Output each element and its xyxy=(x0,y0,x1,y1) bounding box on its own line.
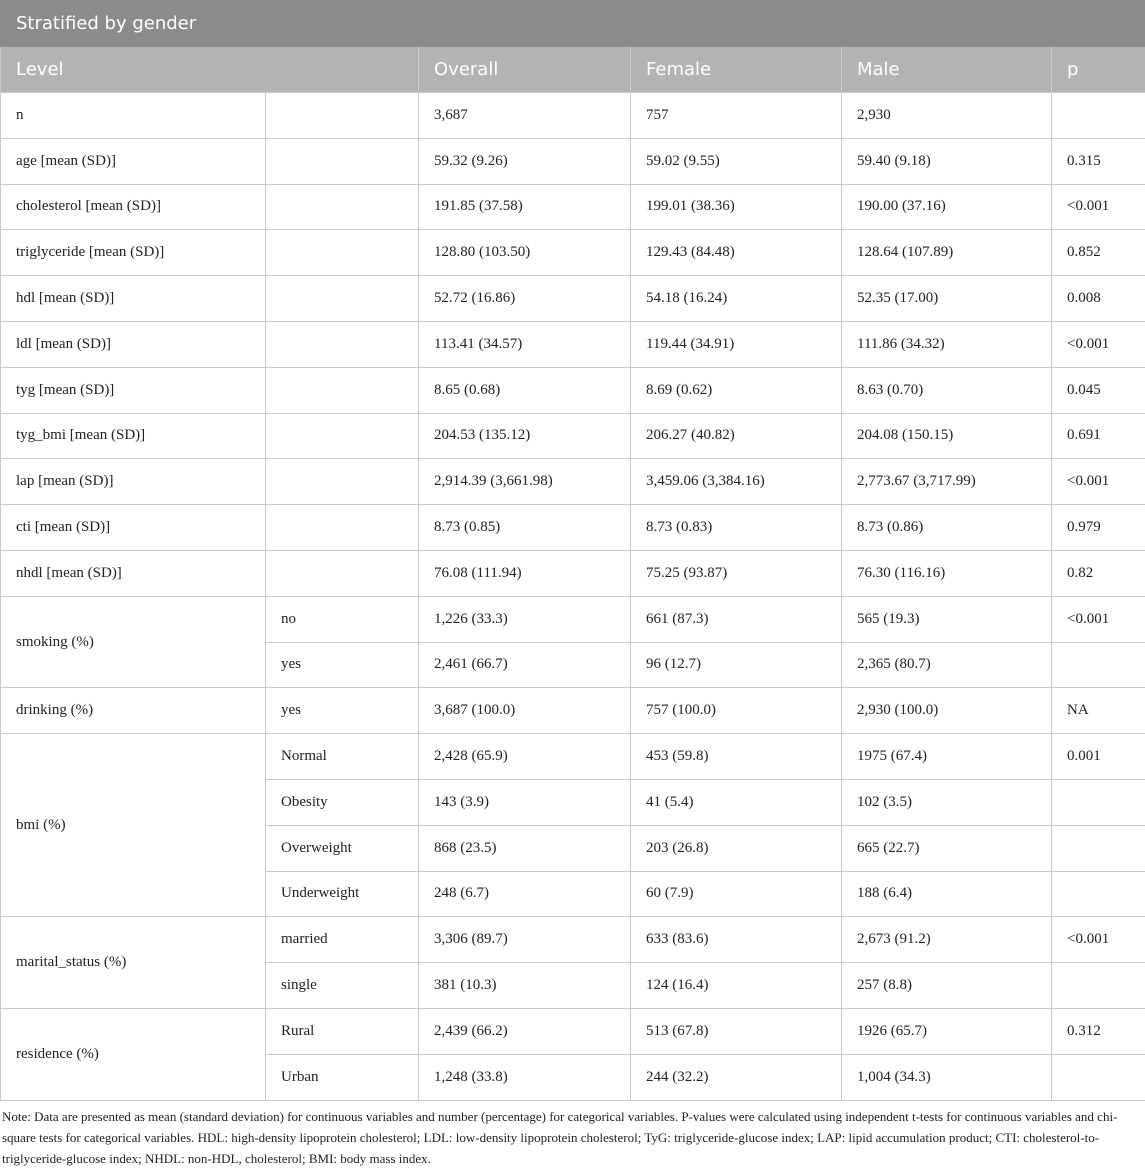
cell-overall: 3,687 xyxy=(419,93,631,139)
row-label: triglyceride [mean (SD)] xyxy=(1,230,266,276)
cell-female: 757 xyxy=(631,93,842,139)
table-row xyxy=(1,459,1145,505)
row-label: cholesterol [mean (SD)] xyxy=(1,184,266,230)
cell-p: 0.82 xyxy=(1052,550,1145,596)
cell-p: 0.312 xyxy=(1052,1008,1145,1054)
cell-female: 8.73 (0.83) xyxy=(631,505,842,551)
header-male: Male xyxy=(842,47,1052,93)
cell-female: 96 (12.7) xyxy=(631,642,842,688)
cell-female: 203 (26.8) xyxy=(631,825,842,871)
cell-level xyxy=(266,184,419,230)
cell-male: 1975 (67.4) xyxy=(842,734,1052,780)
cell-male: 111.86 (34.32) xyxy=(842,321,1052,367)
cell-male: 102 (3.5) xyxy=(842,779,1052,825)
cell-level xyxy=(266,93,419,139)
cell-level: single xyxy=(266,963,419,1009)
table-row xyxy=(1,688,1145,734)
cell-male: 2,930 xyxy=(842,93,1052,139)
cell-p: 0.045 xyxy=(1052,367,1145,413)
table-title: Stratified by gender xyxy=(1,1,1145,47)
cell-male: 52.35 (17.00) xyxy=(842,276,1052,322)
cell-level: no xyxy=(266,596,419,642)
cell-male: 8.63 (0.70) xyxy=(842,367,1052,413)
cell-male: 190.00 (37.16) xyxy=(842,184,1052,230)
table-row xyxy=(1,230,1145,276)
cell-female: 199.01 (38.36) xyxy=(631,184,842,230)
cell-male: 257 (8.8) xyxy=(842,963,1052,1009)
row-label: ldl [mean (SD)] xyxy=(1,321,266,367)
cell-p: 0.008 xyxy=(1052,276,1145,322)
row-label: hdl [mean (SD)] xyxy=(1,276,266,322)
cell-overall: 143 (3.9) xyxy=(419,779,631,825)
cell-level xyxy=(266,505,419,551)
table-header-row xyxy=(1,47,1145,93)
cell-male: 1,004 (34.3) xyxy=(842,1054,1052,1100)
table-row xyxy=(1,917,1145,963)
cell-level: Urban xyxy=(266,1054,419,1100)
table-row xyxy=(1,1008,1145,1054)
cell-male: 2,930 (100.0) xyxy=(842,688,1052,734)
cell-male: 59.40 (9.18) xyxy=(842,138,1052,184)
cell-level: Obesity xyxy=(266,779,419,825)
cell-female: 633 (83.6) xyxy=(631,917,842,963)
table-note: Note: Data are presented as mean (standard deviation) for continuous variables and number (percentage) for categorical variables. P-values were calculated using independent t-tests for continuous variables and chi-square tests for categorical variables. HDL: high-density lipoprotein cholesterol; LDL: low-density lipoprotein cholesterol; TyG: triglyceride-glucose index; LAP: lipid accumulation product; CTI: cholesterol-to-triglyceride-glucose index; NHDL: non-HDL, cholesterol; BMI: body mass index. xyxy=(0,1101,1145,1169)
row-label: bmi (%) xyxy=(1,734,266,917)
cell-male: 2,773.67 (3,717.99) xyxy=(842,459,1052,505)
cell-p xyxy=(1052,825,1145,871)
cell-female: 124 (16.4) xyxy=(631,963,842,1009)
cell-female: 129.43 (84.48) xyxy=(631,230,842,276)
cell-overall: 381 (10.3) xyxy=(419,963,631,1009)
cell-p: <0.001 xyxy=(1052,596,1145,642)
cell-level xyxy=(266,459,419,505)
cell-male: 204.08 (150.15) xyxy=(842,413,1052,459)
cell-level xyxy=(266,230,419,276)
row-label: drinking (%) xyxy=(1,688,266,734)
cell-level: Underweight xyxy=(266,871,419,917)
cell-p: <0.001 xyxy=(1052,459,1145,505)
cell-overall: 52.72 (16.86) xyxy=(419,276,631,322)
cell-overall: 59.32 (9.26) xyxy=(419,138,631,184)
cell-male: 128.64 (107.89) xyxy=(842,230,1052,276)
row-label: marital_status (%) xyxy=(1,917,266,1009)
cell-female: 41 (5.4) xyxy=(631,779,842,825)
cell-level: yes xyxy=(266,642,419,688)
cell-male: 188 (6.4) xyxy=(842,871,1052,917)
cell-level: married xyxy=(266,917,419,963)
cell-level xyxy=(266,321,419,367)
cell-p: <0.001 xyxy=(1052,917,1145,963)
cell-p xyxy=(1052,871,1145,917)
cell-male: 76.30 (116.16) xyxy=(842,550,1052,596)
header-female: Female xyxy=(631,47,842,93)
cell-level xyxy=(266,276,419,322)
cell-overall: 248 (6.7) xyxy=(419,871,631,917)
cell-overall: 2,914.39 (3,661.98) xyxy=(419,459,631,505)
cell-level: Rural xyxy=(266,1008,419,1054)
cell-overall: 1,248 (33.8) xyxy=(419,1054,631,1100)
cell-female: 119.44 (34.91) xyxy=(631,321,842,367)
row-label: residence (%) xyxy=(1,1008,266,1100)
table-body xyxy=(1,93,1145,1101)
cell-overall: 8.65 (0.68) xyxy=(419,367,631,413)
cell-overall: 3,306 (89.7) xyxy=(419,917,631,963)
table-row xyxy=(1,138,1145,184)
cell-male: 1926 (65.7) xyxy=(842,1008,1052,1054)
cell-level: yes xyxy=(266,688,419,734)
cell-male: 2,673 (91.2) xyxy=(842,917,1052,963)
cell-p: 0.315 xyxy=(1052,138,1145,184)
cell-female: 757 (100.0) xyxy=(631,688,842,734)
cell-overall: 113.41 (34.57) xyxy=(419,321,631,367)
cell-overall: 1,226 (33.3) xyxy=(419,596,631,642)
cell-p: 0.979 xyxy=(1052,505,1145,551)
cell-level: Normal xyxy=(266,734,419,780)
cell-overall: 8.73 (0.85) xyxy=(419,505,631,551)
cell-overall: 204.53 (135.12) xyxy=(419,413,631,459)
cell-level xyxy=(266,367,419,413)
cell-overall: 2,461 (66.7) xyxy=(419,642,631,688)
cell-p: 0.691 xyxy=(1052,413,1145,459)
cell-female: 60 (7.9) xyxy=(631,871,842,917)
cell-female: 453 (59.8) xyxy=(631,734,842,780)
cell-male: 2,365 (80.7) xyxy=(842,642,1052,688)
table-row xyxy=(1,367,1145,413)
row-label: nhdl [mean (SD)] xyxy=(1,550,266,596)
table-row xyxy=(1,505,1145,551)
row-label: n xyxy=(1,93,266,139)
cell-overall: 128.80 (103.50) xyxy=(419,230,631,276)
row-label: lap [mean (SD)] xyxy=(1,459,266,505)
table-row xyxy=(1,596,1145,642)
table-row xyxy=(1,184,1145,230)
table-row xyxy=(1,321,1145,367)
row-label: cti [mean (SD)] xyxy=(1,505,266,551)
cell-level xyxy=(266,550,419,596)
header-p: p xyxy=(1052,47,1145,93)
cell-overall: 3,687 (100.0) xyxy=(419,688,631,734)
cell-female: 513 (67.8) xyxy=(631,1008,842,1054)
table-title-row xyxy=(1,1,1145,47)
cell-p xyxy=(1052,779,1145,825)
cell-female: 3,459.06 (3,384.16) xyxy=(631,459,842,505)
row-label: age [mean (SD)] xyxy=(1,138,266,184)
cell-p: <0.001 xyxy=(1052,321,1145,367)
cell-female: 206.27 (40.82) xyxy=(631,413,842,459)
cell-overall: 191.85 (37.58) xyxy=(419,184,631,230)
cell-overall: 868 (23.5) xyxy=(419,825,631,871)
table-row xyxy=(1,93,1145,139)
table-row xyxy=(1,276,1145,322)
cell-female: 661 (87.3) xyxy=(631,596,842,642)
header-level: Level xyxy=(1,47,419,93)
table-row xyxy=(1,734,1145,780)
cell-p xyxy=(1052,93,1145,139)
cell-p xyxy=(1052,1054,1145,1100)
table-row xyxy=(1,550,1145,596)
cell-female: 75.25 (93.87) xyxy=(631,550,842,596)
cell-p xyxy=(1052,642,1145,688)
cell-p: 0.001 xyxy=(1052,734,1145,780)
cell-p: NA xyxy=(1052,688,1145,734)
cell-p xyxy=(1052,963,1145,1009)
cell-male: 665 (22.7) xyxy=(842,825,1052,871)
cell-p: 0.852 xyxy=(1052,230,1145,276)
cell-female: 8.69 (0.62) xyxy=(631,367,842,413)
cell-level: Overweight xyxy=(266,825,419,871)
cell-female: 59.02 (9.55) xyxy=(631,138,842,184)
table-row xyxy=(1,413,1145,459)
cell-male: 8.73 (0.86) xyxy=(842,505,1052,551)
cell-overall: 76.08 (111.94) xyxy=(419,550,631,596)
cell-female: 54.18 (16.24) xyxy=(631,276,842,322)
cell-level xyxy=(266,138,419,184)
cell-female: 244 (32.2) xyxy=(631,1054,842,1100)
row-label: tyg [mean (SD)] xyxy=(1,367,266,413)
header-overall: Overall xyxy=(419,47,631,93)
row-label: smoking (%) xyxy=(1,596,266,688)
cell-overall: 2,439 (66.2) xyxy=(419,1008,631,1054)
row-label: tyg_bmi [mean (SD)] xyxy=(1,413,266,459)
cell-level xyxy=(266,413,419,459)
cell-p: <0.001 xyxy=(1052,184,1145,230)
cell-male: 565 (19.3) xyxy=(842,596,1052,642)
cell-overall: 2,428 (65.9) xyxy=(419,734,631,780)
